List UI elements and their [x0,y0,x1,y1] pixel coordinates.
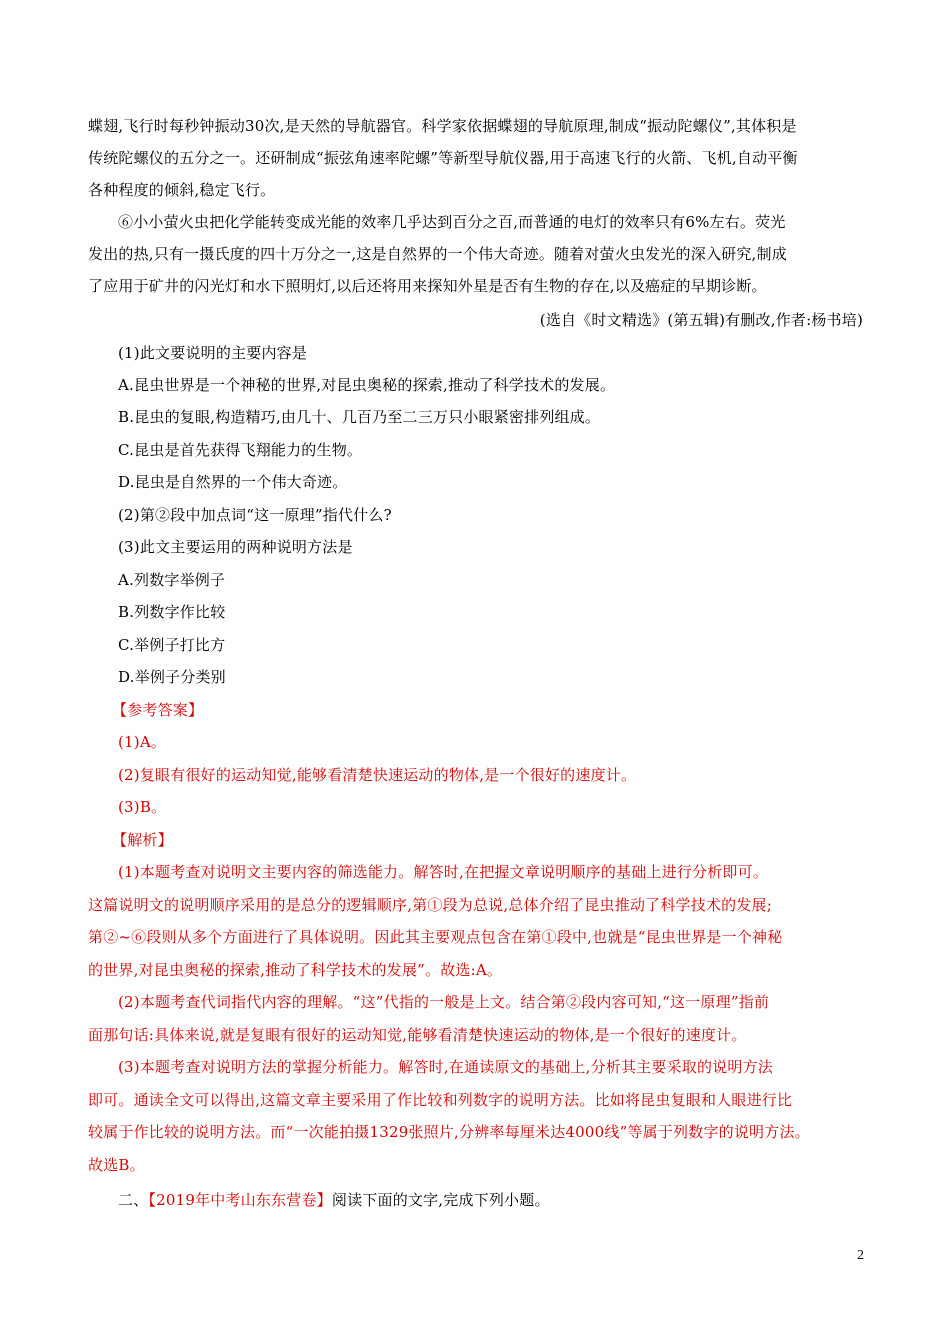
question-1-option-d: D.昆虫是自然界的一个伟大奇迹。 [118,473,348,491]
analysis-line-4: 的世界,对昆虫奥秘的探索,推动了科学技术的发展”。故选:A。 [88,961,503,979]
answer-heading: 【参考答案】 [112,701,204,719]
analysis-heading: 【解析】 [112,831,173,849]
analysis-line-8: 即可。通读全文可以得出,这篇文章主要采用了作比较和列数字的说明方法。比如将昆虫复眼和人眼进行比 [88,1091,793,1109]
article-source: (选自《时文精选》(第五辑)有删改,作者:杨书培) [539,311,863,329]
section-2-prefix: 二、 [118,1191,149,1209]
section-2-instruction: 阅读下面的文字,完成下列小题。 [331,1191,550,1209]
answer-1: (1)A。 [118,733,167,751]
article-line-1: 蝶翅,飞行时每秒钟振动30次,是天然的导航器官。科学家依据蝶翅的导航原理,制成“振动陀螺仪”,其体积是 [88,117,797,135]
analysis-line-2: 这篇说明文的说明顺序采用的是总分的逻辑顺序,第①段为总说,总体介绍了昆虫推动了科学技术的发展; [88,896,772,914]
question-1-option-a: A.昆虫世界是一个神秘的世界,对昆虫奥秘的探索,推动了科学技术的发展。 [118,376,616,394]
section-2-heading [118,1184,863,1217]
article-line-3: 各种程度的倾斜,稳定飞行。 [88,181,276,199]
analysis-line-6: 面那句话:具体来说,就是复眼有很好的运动知觉,能够看清楚快速运动的物体,是一个很好的速度计。 [88,1026,747,1044]
question-1-option-b: B.昆虫的复眼,构造精巧,由几十、几百乃至二三万只小眼紧密排列组成。 [118,408,601,426]
question-3-option-a: A.列数字举例子 [118,571,226,589]
question-1: (1)此文要说明的主要内容是 [118,344,308,362]
page-number: 2 [857,1248,864,1263]
article-line-2: 传统陀螺仪的五分之一。还研制成“振弦角速率陀螺”等新型导航仪器,用于高速飞行的火箭、飞机,自动平衡 [88,149,798,167]
question-3-option-b: B.列数字作比较 [118,603,226,621]
analysis-line-9: 较属于作比较的说明方法。而“一次能拍摄1329张照片,分辨率每厘米达4000线”等属于列数字的说明方法。 [88,1123,810,1141]
analysis-line-5: (2)本题考查代词指代内容的理解。“这”代指的一般是上文。结合第②段内容可知,“这一原理”指前 [118,993,770,1011]
question-3-option-c: C.举例子打比方 [118,636,226,654]
analysis-line-3: 第②~⑥段则从多个方面进行了具体说明。因此其主要观点包含在第①段中,也就是“昆虫世界是一个神秘 [88,928,783,946]
question-1-option-c: C.昆虫是首先获得飞翔能力的生物。 [118,441,363,459]
article-line-6: 了应用于矿井的闪光灯和水下照明灯,以后还将用来探知外星是否有生物的存在,以及癌症的早期诊断。 [88,277,767,295]
article-line-4: ⑥小小萤火虫把化学能转变成光能的效率几乎达到百分之百,而普通的电灯的效率只有6%左右。荧光 [118,213,786,231]
analysis-line-7: (3)本题考查对说明方法的掌握分析能力。解答时,在通读原文的基础上,分析其主要采取的说明方法 [118,1058,773,1076]
answer-2: (2)复眼有很好的运动知觉,能够看清楚快速运动的物体,是一个很好的速度计。 [118,766,637,784]
question-2: (2)第②段中加点词“这一原理”指代什么? [118,506,392,524]
article-line-5: 发出的热,只有一摄氏度的四十万分之一,这是自然界的一个伟大奇迹。随着对萤火虫发光的深入研究,制成 [88,245,787,263]
section-2-exam-tag: 【2019年中考山东东营卷】 [148,1191,332,1209]
analysis-line-10: 故选B。 [88,1156,145,1174]
analysis-line-1: (1)本题考查对说明文主要内容的筛选能力。解答时,在把握文章说明顺序的基础上进行分析即可。 [118,863,769,881]
question-3-option-d: D.举例子分类别 [118,668,226,686]
question-3: (3)此文主要运用的两种说明方法是 [118,538,353,556]
answer-3: (3)B。 [118,798,167,816]
